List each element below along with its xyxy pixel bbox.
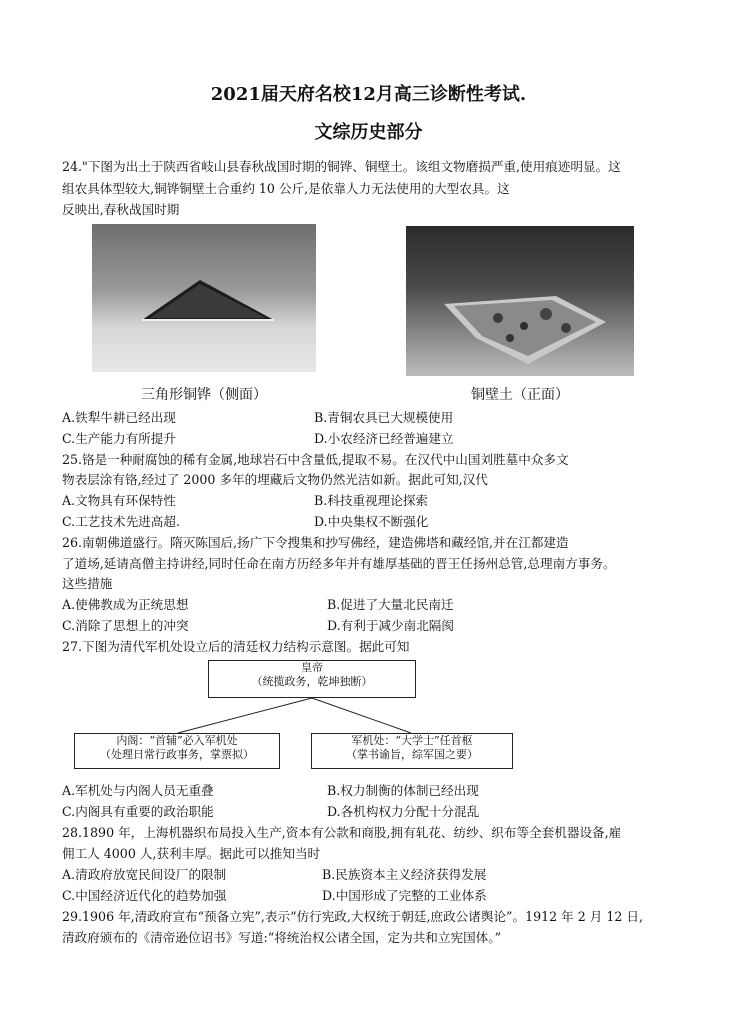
q24-option-d: D.小农经济已经普遍建立 — [314, 431, 454, 446]
q26-option-d: D.有利于减少南北隔阂 — [327, 618, 454, 633]
grand-secretariat-desc: （处理日常行政事务，掌票拟） — [100, 748, 254, 761]
exam-title: 2021届天府名校12月高三诊断性考试. — [210, 84, 527, 105]
q26-option-b: B.促进了大量北民南迁 — [327, 597, 454, 612]
q24-option-b: B.青铜农具已大规模使用 — [314, 410, 454, 425]
q25-stem-line-1: 25.铬是一种耐腐蚀的稀有金属,地球岩石中含量低,提取不易。在汉代中山国刘胜墓中众多文 — [62, 452, 569, 467]
q28-option-a: A.清政府放宽民间设厂的限制 — [62, 867, 227, 882]
emperor-desc: （统揽政务，乾坤独断） — [251, 675, 373, 688]
q25-option-a: A.文物具有环保特性 — [62, 493, 176, 508]
q26-option-a: A.使佛教成为正统思想 — [62, 597, 189, 612]
q27-option-b: B.权力制衡的体制已经出现 — [327, 783, 479, 798]
q27-option-c: C.内阁具有重要的政治职能 — [62, 804, 214, 819]
q28-option-c: C.中国经济近代化的趋势加强 — [62, 888, 227, 903]
grand-secretariat-box — [74, 733, 280, 769]
q27-option-a: A.军机处与内阁人员无重叠 — [62, 783, 214, 798]
q24-stem-line-1: 24."下图为出土于陕西省岐山县春秋战国时期的铜铧、铜壁土。该组文物磨损严重,使用痕迹明显。这 — [62, 159, 621, 174]
q27-stem-line-1: 27.下图为清代军机处设立后的清廷权力结构示意图。据此可知 — [62, 639, 410, 654]
grand-council-title: 军机处：“大学士”任首枢 — [351, 734, 473, 747]
q26-stem-line-3: 这些措施 — [62, 576, 113, 591]
q26-stem-line-2: 了道场,延请高僧主持讲经,同时任命在南方历经多年并有雄厚基础的晋王任扬州总管,总理南方事务。 — [62, 556, 616, 571]
section-subtitle: 文综历史部分 — [314, 122, 423, 143]
q28-option-b: B.民族资本主义经济获得发展 — [322, 867, 487, 882]
q24-stem-line-3: 反映出,春秋战国时期 — [62, 202, 180, 217]
emperor-title: 皇帝 — [301, 661, 323, 674]
plowshare-caption: 三角形铜铧（侧面） — [141, 387, 267, 403]
q28-stem-line-1: 28.1890 年，上海机器织布局投入生产,资本有公款和商股,拥有轧花、纺纱、织布等全套机器设备,雇 — [62, 825, 622, 840]
moldboard-caption: 铜壁土（正面） — [471, 387, 569, 403]
q29-stem-line-1: 29.1906 年,清政府宣布“预备立宪”,表示“仿行宪政,大权统于朝廷,庶政公诸舆论”。1912 年 2 月 12 日, — [62, 909, 643, 924]
grand-secretariat-title: 内阁：“首辅”必入军机处 — [116, 734, 238, 747]
q25-option-d: D.中央集权不断强化 — [314, 514, 429, 529]
q25-stem-line-2: 物表层涂有铬,经过了 2000 多年的埋藏后文物仍然光洁如新。据此可知,汉代 — [62, 472, 488, 487]
grand-council-box — [311, 733, 513, 769]
q27-option-d: D.各机构权力分配十分混乱 — [327, 804, 480, 819]
q26-stem-line-1: 26.南朝佛道盛行。隋灭陈国后,扬广下令搜集和抄写佛经，建造佛塔和藏经馆,并在江都建造 — [62, 535, 569, 550]
q25-option-b: B.科技重视理论探索 — [314, 493, 429, 508]
q28-option-d: D.中国形成了完整的工业体系 — [322, 888, 487, 903]
q25-option-c: C.工艺技术先进高超. — [62, 514, 180, 529]
grand-council-desc: （掌书谕旨，综军国之要） — [346, 748, 478, 761]
q24-stem-line-2: 组农具体型较大,铜铧铜壁土合重约 10 公斤,是依靠人力无法使用的大型农具。这 — [62, 181, 510, 196]
emperor-box — [208, 660, 416, 698]
q24-option-a: A.铁犁牛耕已经出现 — [62, 410, 176, 425]
q29-stem-line-2: 清政府颁布的《清帝逊位诏书》写道:“将统治权公诸全国，定为共和立宪国体。” — [62, 930, 502, 945]
q26-option-c: C.消除了思想上的冲突 — [62, 618, 189, 633]
q28-stem-line-2: 佣工人 4000 人,获利丰厚。据此可以推知当时 — [62, 846, 321, 861]
q24-option-c: C.生产能力有所提升 — [62, 431, 176, 446]
